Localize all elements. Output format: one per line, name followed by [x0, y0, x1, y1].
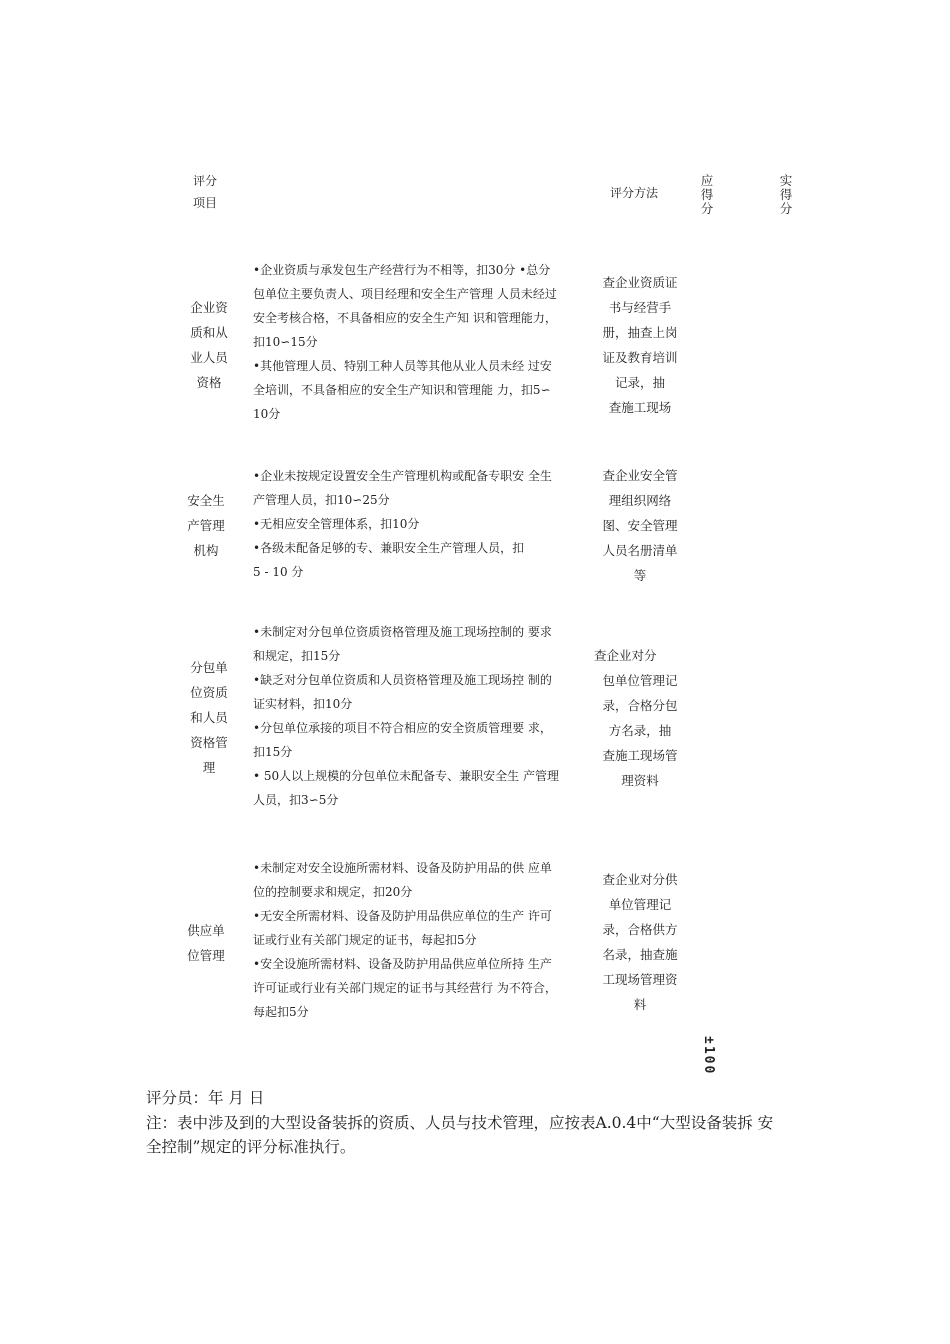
row-2-criteria-line: 5 - 10 分	[253, 565, 304, 579]
row-3-title-line: 位资质	[190, 685, 228, 700]
header-due-char-3: 分	[700, 201, 714, 216]
row-2-method-line: 等	[633, 568, 647, 583]
header-item-label	[193, 170, 233, 214]
header-actual-char-3: 分	[779, 201, 793, 216]
row-4-item-title	[181, 918, 231, 968]
row-2-method-line: 查企业安全管	[602, 468, 678, 483]
total-score: ±100	[701, 1036, 716, 1076]
footnote-line-2: 全控制”规定的评分标准执行。	[146, 1138, 356, 1156]
row-4-method-line: 名录，抽查施	[602, 947, 678, 962]
row-1-title-line: 企业资	[190, 300, 228, 315]
row-2-method-line: 理组织网络	[608, 493, 672, 508]
row-3-method-line: 查施工现场管	[602, 748, 678, 763]
row-4-method-line: 料	[633, 997, 647, 1012]
row-4-method-line: 查企业对分供	[602, 872, 678, 887]
row-1-method-line: 书与经营手	[608, 300, 672, 315]
row-1-criteria-line: •其他管理人员、特别工种人员等其他从业人员未经 过安	[253, 359, 552, 373]
row-1-criteria-line: 扣10∽15分	[253, 335, 318, 349]
row-4-title-line: 供应单	[187, 923, 225, 938]
row-1-title-line: 质和从	[190, 325, 228, 340]
row-4-method	[594, 867, 686, 1017]
row-2-criteria-line: 产管理人员，扣10∽25分	[253, 493, 390, 507]
row-1-title-line: 资格	[196, 375, 222, 390]
row-1-criteria-line: 安全考核合格，不具备相应的安全生产知 识和管理能力，	[253, 311, 557, 325]
footnote	[146, 1111, 826, 1159]
header-due-char-1: 应	[700, 174, 714, 188]
header-due-score-label	[699, 174, 715, 216]
row-4-title-line: 位管理	[187, 948, 225, 963]
footnote-line-1: 注：表中涉及到的大型设备装拆的资质、人员与技术管理，应按表A.0.4中“大型设备装拆 安	[146, 1114, 774, 1132]
row-3-title-line: 和人员	[190, 710, 228, 725]
header-item-line2: 项目	[193, 196, 218, 210]
row-1-item-title	[184, 295, 234, 395]
row-2-criteria-line: •各级未配备足够的专、兼职安全生产管理人员，扣	[253, 541, 525, 555]
row-2-title-line: 安全生	[187, 493, 225, 508]
row-3-criteria-line: 证实材料，扣10分	[253, 697, 353, 711]
row-3-criteria-line: •分包单位承接的项目不符合相应的安全资质管理要 求，	[253, 721, 552, 735]
row-4-criteria-line: 每起扣5分	[253, 1005, 309, 1019]
row-1-title-line: 业人员	[190, 350, 228, 365]
row-1-criteria-line: •企业资质与承发包生产经营行为不相等，扣30分 •总分	[253, 263, 551, 277]
row-4-criteria-line: 位的控制要求和规定，扣20分	[253, 885, 413, 899]
row-3-criteria-line: •缺乏对分包单位资质和人员资格管理及施工现场控 制的	[253, 673, 552, 687]
row-3-method-line: 包单位管理记	[602, 673, 678, 688]
row-1-criteria-line: 10分	[253, 407, 281, 421]
row-2-title-line: 产管理	[187, 518, 225, 533]
row-3-criteria-line: 和规定，扣15分	[253, 649, 341, 663]
row-2-criteria-line: •无相应安全管理体系，扣10分	[253, 517, 420, 531]
row-4-method-line: 录，合格供方	[602, 922, 678, 937]
row-1-criteria	[253, 258, 585, 426]
row-4-method-line: 工现场管理资	[602, 972, 678, 987]
row-4-criteria-line: •无安全所需材料、设备及防护用品供应单位的生产 许可	[253, 909, 552, 923]
row-3-criteria-line: 扣15分	[253, 745, 293, 759]
header-method-label: 评分方法	[610, 186, 659, 200]
row-4-criteria-line: 证或行业有关部门规定的证书，每起扣5分	[253, 933, 477, 947]
row-4-method-line: 单位管理记	[608, 897, 672, 912]
row-3-title-line: 理	[202, 760, 216, 775]
row-1-method-line: 查施工现场	[608, 400, 672, 415]
row-1-criteria-line: 全培训，不具备相应的安全生产知识和管理能 力，扣5∽	[253, 383, 551, 397]
header-item-line1: 评分	[193, 174, 218, 188]
row-1-criteria-line: 包单位主要负责人、项目经理和安全生产管理 人员未经过	[253, 287, 557, 301]
row-3-title-line: 分包单	[190, 660, 228, 675]
header-actual-score-label	[778, 174, 794, 216]
row-2-method	[594, 463, 686, 588]
row-4-criteria-line: •未制定对安全设施所需材料、设备及防护用品的供 应单	[253, 861, 552, 875]
row-3-method-line: 理资料	[621, 773, 659, 788]
row-3-method-line: 方名录，抽	[608, 723, 672, 738]
header-actual-char-1: 实	[779, 174, 793, 188]
row-3-criteria-line: •未制定对分包单位资质资格管理及施工现场控制的 要求	[253, 625, 552, 639]
row-4-criteria-line: 许可证或行业有关部门规定的证书与其经营行 为不符合，	[253, 981, 557, 995]
row-2-title-line: 机构	[193, 543, 219, 558]
row-3-method-line: 查企业对分	[594, 648, 657, 663]
row-3-criteria	[253, 620, 585, 812]
row-1-method-line: 记录，抽	[614, 375, 665, 390]
row-1-method-line: 查企业资质证	[602, 275, 678, 290]
row-4-criteria-line: •安全设施所需材料、设备及防护用品供应单位所持 生产	[253, 957, 552, 971]
scorer-line: 评分员：年 月 日	[146, 1089, 265, 1107]
header-due-char-2: 得	[700, 187, 714, 202]
row-4-criteria	[253, 856, 585, 1024]
row-1-method-line: 册，抽查上岗	[602, 325, 678, 340]
row-3-criteria-line: • 50人以上规模的分包单位未配备专、兼职安全生 产管理	[253, 769, 559, 783]
row-2-method-line: 人员名册清单	[602, 543, 678, 558]
row-2-criteria-line: •企业未按规定设置安全生产管理机构或配备专职安 全生	[253, 469, 552, 483]
row-3-criteria-line: 人员，扣3∽5分	[253, 793, 339, 807]
row-1-method-line: 证及教育培训	[602, 350, 678, 365]
row-2-method-line: 图、安全管理	[602, 518, 678, 533]
row-3-method-line: 录，合格分包	[602, 698, 678, 713]
row-1-method	[594, 270, 686, 420]
row-3-title-line: 资格管	[190, 735, 228, 750]
row-2-item-title	[181, 488, 231, 563]
row-3-item-title	[184, 655, 234, 780]
row-2-criteria	[253, 464, 585, 584]
row-3-method	[594, 643, 686, 793]
header-actual-char-2: 得	[779, 187, 793, 202]
